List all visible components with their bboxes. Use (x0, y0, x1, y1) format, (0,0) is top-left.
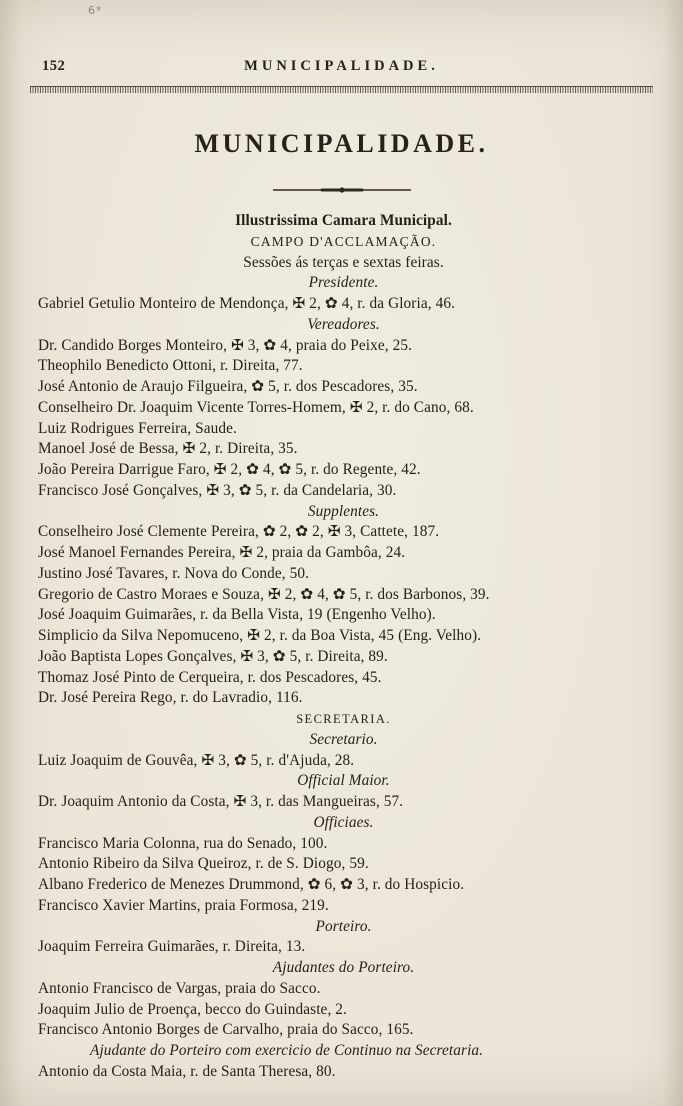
section-heading-line: Supplentes. (307, 502, 380, 520)
directory-entry-line: Francisco José Gonçalves, ✠ 3, ✿ 5, r. da Candelaria, 30. (38, 481, 397, 499)
directory-entry-line: João Pereira Darrigue Faro, ✠ 2, ✿ 4, ✿ 5, r. do Regente, 42. (38, 461, 421, 478)
directory-entry-line: José Joaquim Guimarães, r. da Bella Vista, 19 (Engenho Velho). (38, 606, 436, 624)
directory-entry-line: Francisco Xavier Martins, praia Formosa, 219. (38, 896, 329, 914)
section-heading-line: Ajudantes do Porteiro. (272, 959, 415, 976)
header-rule (30, 86, 653, 93)
directory-entry-line: Antonio da Costa Maia, r. de Santa Theresa, 80. (38, 1062, 336, 1080)
directory-entry-line: Joaquim Ferreira Guimarães, r. Direita, 13. (38, 938, 306, 956)
section-heading-line: Official Maior. (297, 772, 390, 790)
ink-smudge: 6* (88, 4, 103, 17)
section-heading-line: Officiaes. (313, 813, 374, 831)
directory-entry-line: Dr. Candido Borges Monteiro, ✠ 3, ✿ 4, praia do Peixe, 25. (38, 336, 413, 354)
section-heading-line: Sessões ás terças e sextas feiras. (243, 253, 444, 271)
body-lines (0, 211, 683, 1083)
directory-entry-line: Gregorio de Castro Moraes e Souza, ✠ 2, ✿ 4, ✿ 5, r. dos Barbonos, 39. (38, 585, 490, 603)
directory-entry-line: Dr. Joaquim Antonio da Costa, ✠ 3, r. das Mangueiras, 57. (38, 793, 404, 810)
section-heading-line: SECRETARIA. (296, 712, 391, 726)
directory-entry-line: Theophilo Benedicto Ottoni, r. Direita, 77. (38, 357, 303, 375)
directory-entry-line: Thomaz José Pinto de Cerqueira, r. dos Pescadores, 45. (38, 668, 382, 686)
directory-entry-line: Luiz Joaquim de Gouvêa, ✠ 3, ✿ 5, r. d'Ajuda, 28. (38, 751, 355, 769)
directory-entry-line: Gabriel Getulio Monteiro de Mendonça, ✠ 2, ✿ 4, r. da Gloria, 46. (38, 295, 456, 312)
directory-entry-line: José Antonio de Araujo Filgueira, ✿ 5, r. dos Pescadores, 35. (38, 378, 418, 395)
directory-entry-line: José Manoel Fernandes Pereira, ✠ 2, praia da Gambôa, 24. (38, 544, 406, 561)
section-heading-line: Vereadores. (307, 315, 380, 333)
section-heading-line: Ajudante do Porteiro com exercicio de Continuo na Secretaria. (90, 1042, 484, 1059)
directory-entry-line: Simplicio da Silva Nepomuceno, ✠ 2, r. da Boa Vista, 45 (Eng. Velho). (38, 627, 482, 644)
section-heading-line: Secretario. (309, 730, 378, 748)
section-heading-line: Illustrissima Camara Municipal. (235, 212, 452, 229)
directory-entry-line: Conselheiro José Clemente Pereira, ✿ 2, ✿ 2, ✠ 3, Cattete, 187. (38, 523, 440, 541)
directory-entry-line: Luiz Rodrigues Ferreira, Saude. (38, 419, 237, 437)
directory-entry-line: Francisco Maria Colonna, rua do Senado, 100. (38, 834, 328, 852)
directory-entry-line: Albano Frederico de Menezes Drummond, ✿ 6, ✿ 3, r. do Hospicio. (38, 876, 465, 893)
directory-entry-line: Antonio Ribeiro da Silva Queiroz, r. de S. Diogo, 59. (38, 855, 369, 873)
ornament-divider-icon (267, 183, 417, 197)
directory-entry-line: Manoel José de Bessa, ✠ 2, r. Direita, 35. (38, 440, 298, 458)
running-head (0, 0, 683, 82)
page-number: 152 (42, 58, 66, 74)
directory-entry-line: Justino José Tavares, r. Nova do Conde, 50. (38, 564, 310, 582)
ornament-divider (267, 183, 417, 197)
section-heading-line: Presidente. (308, 274, 379, 292)
directory-entry-line: Antonio Francisco de Vargas, praia do Sacco. (38, 979, 321, 997)
directory-entry-line: Dr. José Pereira Rego, r. do Lavradio, 116. (38, 689, 303, 707)
directory-entry-line: João Baptista Lopes Gonçalves, ✠ 3, ✿ 5, r. Direita, 89. (38, 647, 388, 665)
section-heading-line: Porteiro. (315, 917, 372, 935)
page-title: MUNICIPALIDADE. (194, 129, 489, 158)
directory-entry-line: Francisco Antonio Borges de Carvalho, praia do Sacco, 165. (38, 1021, 414, 1039)
directory-entry-line: Conselheiro Dr. Joaquim Vicente Torres-Homem, ✠ 2, r. do Cano, 68. (38, 398, 474, 416)
section-heading-line: CAMPO D'ACCLAMAÇÃO. (250, 233, 437, 249)
directory-entry-line: Joaquim Julio de Proença, becco do Guindaste, 2. (38, 1000, 347, 1018)
running-head-title: MUNICIPALIDADE. (244, 58, 439, 74)
